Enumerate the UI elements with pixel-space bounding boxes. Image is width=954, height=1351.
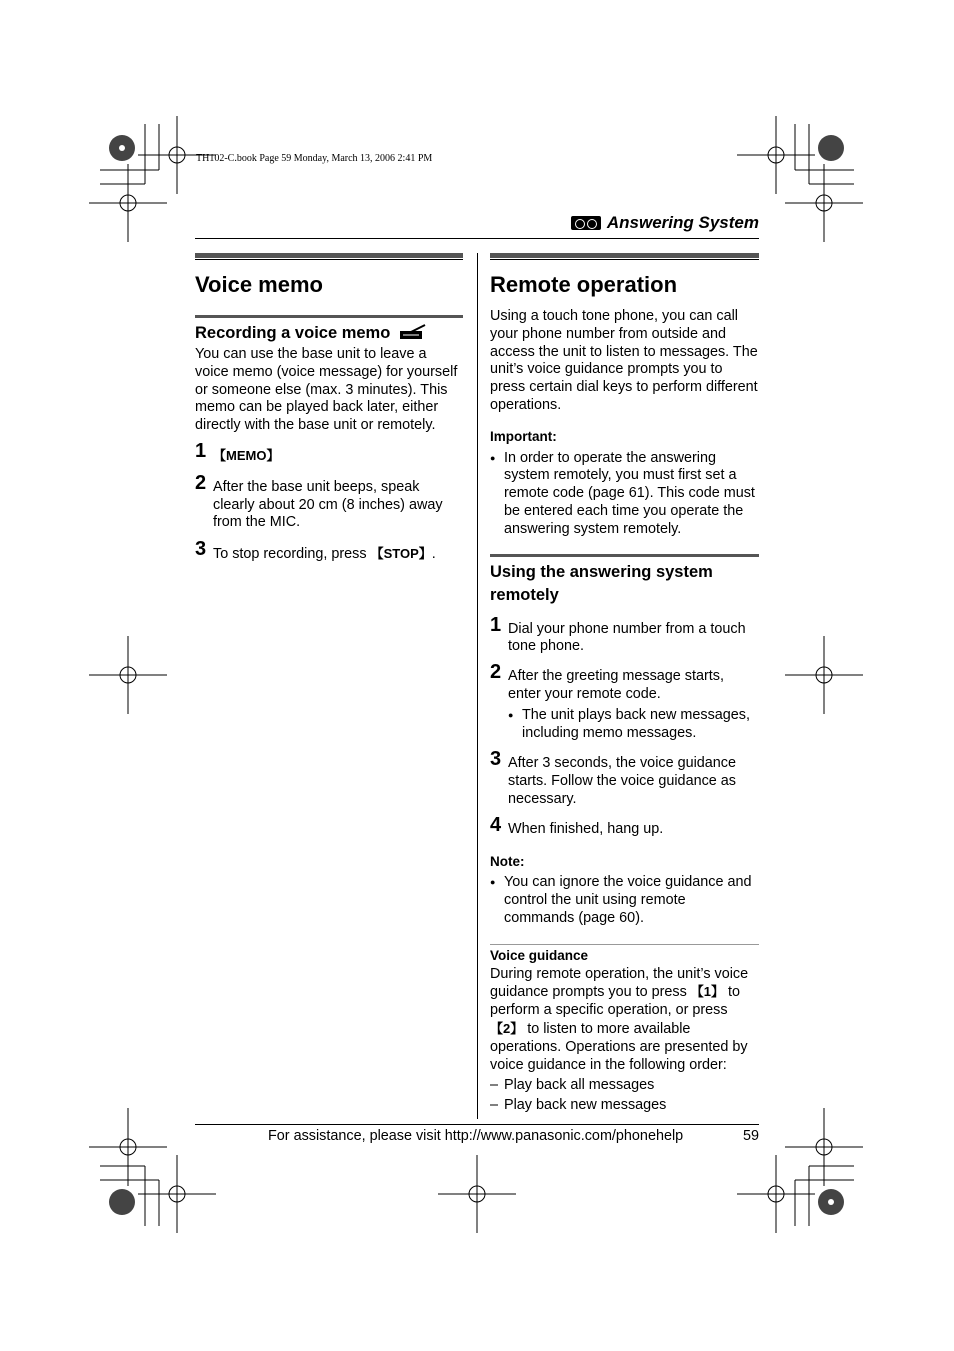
page-number: 59 bbox=[742, 1128, 759, 1144]
voice-memo-title: Voice memo bbox=[195, 272, 323, 297]
voice-guidance-text: During remote operation, the unit’s voice guidance prompts you to press 【1】 to perform a specific operation, or press 【2】 to listen to more available operations. Operations are presented by voice guidance in the following order: bbox=[490, 965, 749, 1073]
memo-step-3: 3 To stop recording, press 【STOP】. bbox=[195, 538, 436, 563]
key-2: 【2】 bbox=[490, 1020, 524, 1036]
using-remotely-heading: Using the answering system remotely bbox=[490, 562, 713, 604]
stop-key: 【STOP】 bbox=[370, 546, 432, 562]
remote-step-3 bbox=[490, 748, 759, 808]
answering-system-icon bbox=[571, 216, 601, 230]
memo-step-2 bbox=[195, 471, 463, 532]
remote-step-4 bbox=[490, 813, 759, 839]
section-title: Answering System bbox=[606, 213, 759, 232]
step-text: After the base unit beeps, speak clearly about 20 cm (8 inches) away from the MIC. bbox=[213, 478, 443, 531]
subheading-bar bbox=[490, 554, 759, 557]
section-header bbox=[571, 213, 759, 233]
step-number: 2 bbox=[195, 471, 207, 494]
step-number: 3 bbox=[490, 748, 502, 771]
step-number: 2 bbox=[490, 661, 502, 684]
voice-guidance-rule bbox=[490, 944, 759, 945]
subheading-bar bbox=[195, 315, 463, 318]
remote-step-2 bbox=[490, 661, 759, 704]
note-label: Note: bbox=[490, 853, 525, 869]
important-label: Important: bbox=[490, 428, 557, 444]
footer-help-text: For assistance, please visit http://www.panasonic.com/phonehelp bbox=[268, 1128, 684, 1144]
note-bullet: ● You can ignore the voice guidance and control the unit using remote commands (page 60). bbox=[490, 874, 759, 927]
step-number: 1 bbox=[195, 439, 207, 462]
voice-guidance-label: Voice guidance bbox=[490, 947, 589, 963]
heading-bar bbox=[195, 253, 463, 260]
voice-memo-section bbox=[195, 253, 463, 564]
step-2-bullet: ● The unit plays back new messages, including memo messages. bbox=[508, 707, 759, 743]
step-text: After 3 seconds, the voice guidance starts. Follow the voice guidance as necessary. bbox=[508, 755, 736, 807]
print-info: TH102-C.book Page 59 Monday, March 13, 2006 2:41 PM bbox=[196, 153, 433, 164]
heading-bar bbox=[490, 253, 759, 260]
important-bullet: ● In order to operate the answering system remotely, you must first set a remote code (page 61). This code must be entered each time you operate the answering system remotely. bbox=[490, 450, 759, 539]
step-number: 3 bbox=[195, 538, 207, 561]
voice-memo-intro: You can use the base unit to leave a voice memo (voice message) for yourself or someone else (max. 3 minutes). This memo can be played back later, either directly with the base unit or remotely. bbox=[195, 346, 458, 434]
guidance-item: – Play back new messages bbox=[490, 1097, 759, 1115]
step-text: Dial your phone number from a touch tone phone. bbox=[508, 620, 746, 655]
memo-step-1 bbox=[195, 439, 463, 466]
remote-step-1 bbox=[490, 613, 759, 657]
step-text: After the greeting message starts, enter your remote code. bbox=[508, 668, 724, 702]
header-rule bbox=[195, 238, 759, 239]
guidance-item: – Play back all messages bbox=[490, 1077, 759, 1095]
remote-operation-title: Remote operation bbox=[490, 272, 678, 297]
footer-rule bbox=[195, 1124, 759, 1125]
key-1: 【1】 bbox=[690, 984, 725, 1000]
recording-subheading: Recording a voice memo bbox=[195, 322, 463, 345]
step-text: When finished, hang up. bbox=[508, 820, 664, 837]
memo-key: 【MEMO】 bbox=[213, 447, 280, 463]
memo-pen-icon bbox=[399, 324, 427, 340]
remote-intro: Using a touch tone phone, you can call your phone number from outside and access the unit to listen to messages. The unit’s voice guidance prompts you to press certain dial keys to perform different operations. bbox=[490, 308, 758, 413]
column-divider bbox=[477, 253, 478, 1119]
remote-operation-section bbox=[490, 253, 759, 1115]
step-number: 1 bbox=[490, 613, 502, 636]
step-text: To stop recording, press bbox=[213, 546, 371, 563]
step-number: 4 bbox=[490, 813, 502, 836]
